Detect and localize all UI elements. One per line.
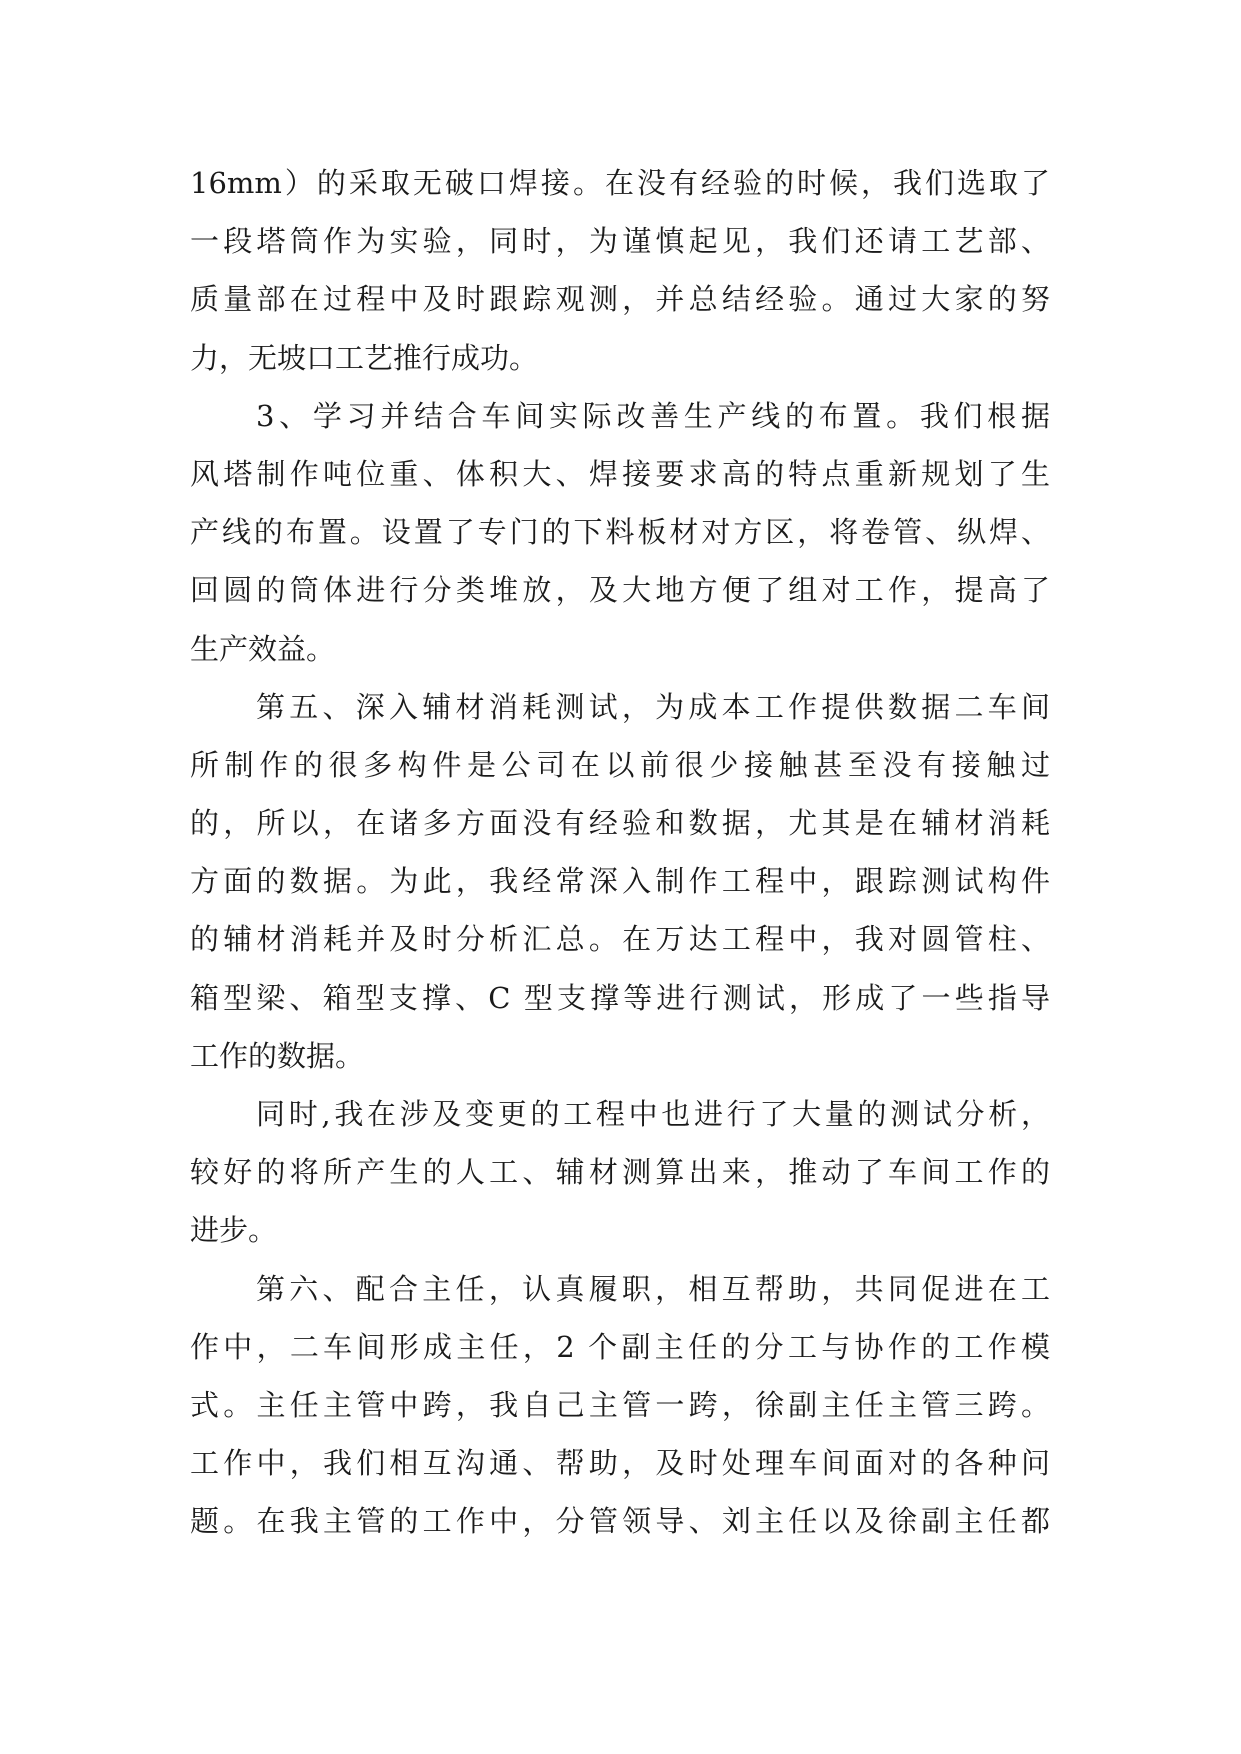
text-line: 所制作的很多构件是公司在以前很少接触甚至没有接触过 [190, 747, 1050, 782]
text-line: 一段塔筒作为实验，同时，为谨慎起见，我们还请工艺部、 [190, 224, 1050, 259]
text-line: 同时,我在涉及变更的工程中也进行了大量的测试分析， [256, 1097, 1050, 1131]
paragraph [190, 387, 1050, 678]
paragraph [190, 1085, 1050, 1260]
text-line: 方面的数据。为此，我经常深入制作工程中，跟踪测试构件 [190, 864, 1050, 899]
text-line: 回圆的筒体进行分类堆放，及大地方便了组对工作，提高了 [190, 573, 1050, 608]
paragraph [190, 1260, 1050, 1551]
text-line: 题。在我主管的工作中，分管领导、刘主任以及徐副主任都 [190, 1504, 1050, 1539]
text-line: 工作中，我们相互沟通、帮助，及时处理车间面对的各种问 [190, 1446, 1050, 1481]
text-line: 的，所以，在诸多方面没有经验和数据，尤其是在辅材消耗 [190, 806, 1050, 841]
text-line: 较好的将所产生的人工、辅材测算出来，推动了车间工作的 [190, 1155, 1050, 1190]
text-line: 第六、配合主任，认真履职，相互帮助，共同促进在工 [256, 1271, 1050, 1306]
text-line: 质量部在过程中及时跟踪观测，并总结经验。通过大家的努 [190, 282, 1050, 317]
text-line: 箱型梁、箱型支撑、C 型支撑等进行测试，形成了一些指导 [190, 980, 1050, 1015]
text-line: 的辅材消耗并及时分析汇总。在万达工程中，我对圆管柱、 [190, 922, 1050, 957]
text-line: 第五、深入辅材消耗测试，为成本工作提供数据二车间 [256, 689, 1050, 724]
text-line: 3、学习并结合车间实际改善生产线的布置。我们根据 [256, 398, 1050, 433]
text-line: 式。主任主管中跨，我自己主管一跨，徐副主任主管三跨。 [190, 1387, 1050, 1422]
text-line: 16mm）的采取无破口焊接。在没有经验的时候，我们选取了 [190, 166, 1050, 200]
paragraph [190, 154, 1050, 387]
text-line: 力，无坡口工艺推行成功。 [190, 340, 539, 375]
text-line: 作中，二车间形成主任，2 个副主任的分工与协作的工作模 [190, 1329, 1050, 1364]
text-line: 产线的布置。设置了专门的下料板材对方区，将卷管、纵焊、 [190, 515, 1050, 550]
document-body [190, 154, 1050, 1551]
text-line: 进步。 [190, 1213, 278, 1248]
text-line: 风塔制作吨位重、体积大、焊接要求高的特点重新规划了生 [190, 456, 1050, 491]
text-line: 生产效益。 [190, 631, 336, 666]
paragraph [190, 678, 1050, 1085]
text-line: 工作的数据。 [190, 1038, 365, 1073]
